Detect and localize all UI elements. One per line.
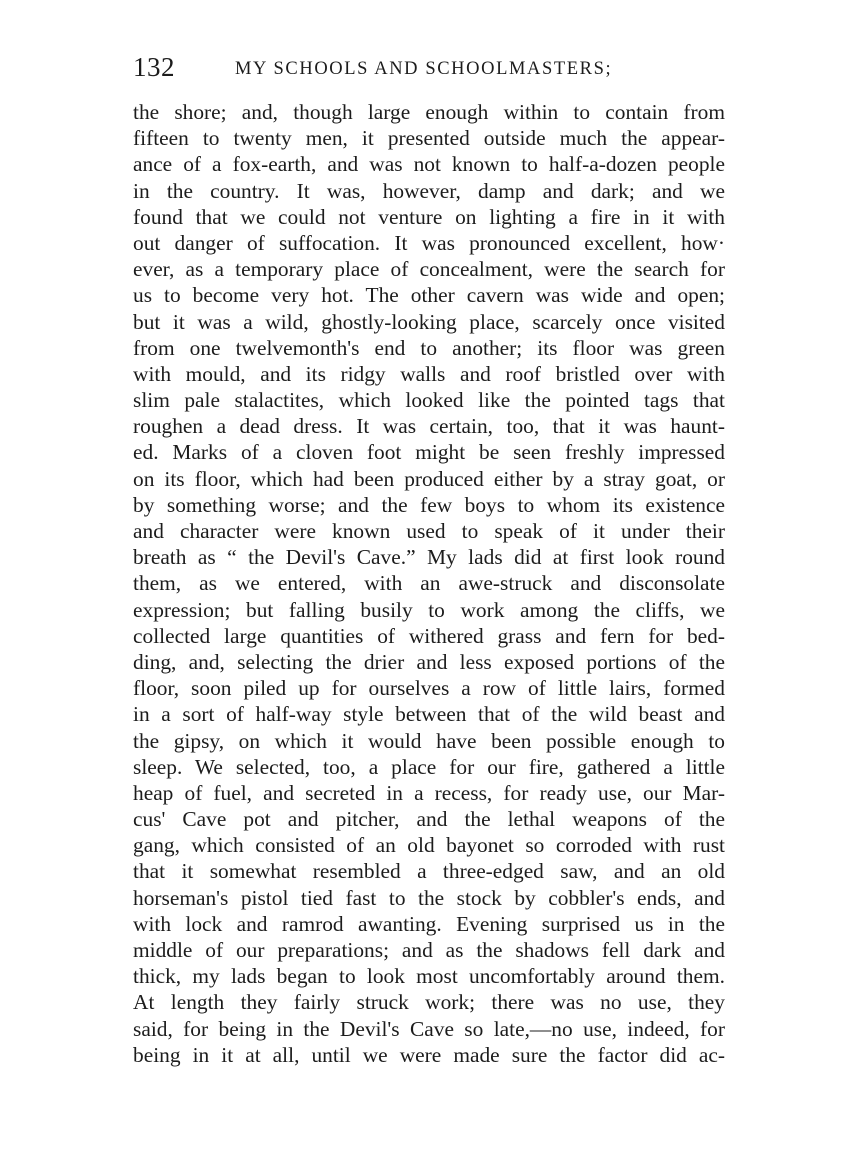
text-line: cus' Cave pot and pitcher, and the lethal weapons of the bbox=[133, 807, 725, 832]
text-line: that it somewhat resembled a three-edged saw, and an old bbox=[133, 859, 725, 884]
text-line: with mould, and its ridgy walls and roof bristled over with bbox=[133, 361, 725, 386]
text-line: being in it at all, until we were made sure the factor did ac- bbox=[133, 1042, 725, 1067]
text-line: out danger of suffocation. It was pronounced excellent, how· bbox=[133, 230, 725, 255]
text-line: At length they fairly struck work; there was no use, they bbox=[133, 990, 725, 1015]
text-line: in a sort of half-way style between that of the wild beast and bbox=[133, 702, 725, 727]
text-line: ed. Marks of a cloven foot might be seen freshly impressed bbox=[133, 440, 725, 465]
text-line: fifteen to twenty men, it presented outside much the appear- bbox=[133, 126, 725, 151]
text-line: but it was a wild, ghostly-looking place, scarcely once visited bbox=[133, 309, 725, 334]
text-line: from one twelvemonth's end to another; its floor was green bbox=[133, 335, 725, 360]
text-line: and character were known used to speak of it under their bbox=[133, 519, 725, 543]
text-line: gang, which consisted of an old bayonet so corroded with rust bbox=[133, 833, 725, 858]
text-line: said, for being in the Devil's Cave so late,—no use, indeed, for bbox=[133, 1016, 725, 1041]
text-line: expression; but falling busily to work among the cliffs, we bbox=[133, 597, 725, 622]
text-line: roughen a dead dress. It was certain, too, that it was haunt- bbox=[133, 414, 725, 439]
text-line: the gipsy, on which it would have been possible enough to bbox=[133, 728, 725, 753]
text-line: with lock and ramrod awanting. Evening surprised us in the bbox=[133, 911, 725, 936]
page-number: 132 bbox=[133, 52, 175, 82]
text-line: collected large quantities of withered grass and fern for bed- bbox=[133, 623, 725, 648]
text-line: ever, as a temporary place of concealment, were the search for bbox=[133, 257, 725, 282]
text-line: breath as “ the Devil's Cave.” My lads did at first look round bbox=[133, 545, 725, 570]
text-line: ding, and, selecting the drier and less exposed portions of the bbox=[133, 649, 725, 674]
text-line: ance of a fox-earth, and was not known to half-a-dozen people bbox=[133, 152, 725, 177]
text-line: us to become very hot. The other cavern was wide and open; bbox=[133, 283, 725, 308]
running-head bbox=[133, 50, 733, 84]
text-line: thick, my lads began to look most uncomfortably around them. bbox=[133, 964, 725, 989]
text-line: middle of our preparations; and as the shadows fell dark and bbox=[133, 938, 725, 962]
text-line: by something worse; and the few boys to whom its existence bbox=[133, 492, 725, 517]
text-line: heap of fuel, and secreted in a recess, for ready use, our Mar- bbox=[133, 780, 725, 805]
body-text bbox=[133, 99, 725, 1068]
text-line: floor, soon piled up for ourselves a row of little lairs, formed bbox=[133, 676, 725, 701]
text-line: slim pale stalactites, which looked like the pointed tags that bbox=[133, 388, 725, 413]
text-line: them, as we entered, with an awe-struck and disconsolate bbox=[133, 571, 725, 596]
text-line: found that we could not venture on lighting a fire in it with bbox=[133, 204, 725, 229]
text-line: sleep. We selected, too, a place for our fire, gathered a little bbox=[133, 754, 725, 779]
text-line: horseman's pistol tied fast to the stock by cobbler's ends, and bbox=[133, 885, 725, 910]
text-line: the shore; and, though large enough within to contain from bbox=[133, 100, 725, 124]
text-line: in the country. It was, however, damp and dark; and we bbox=[133, 178, 725, 203]
running-title: MY SCHOOLS AND SCHOOLMASTERS; bbox=[235, 59, 613, 79]
text-line: on its floor, which had been produced either by a stray goat, or bbox=[133, 466, 725, 491]
